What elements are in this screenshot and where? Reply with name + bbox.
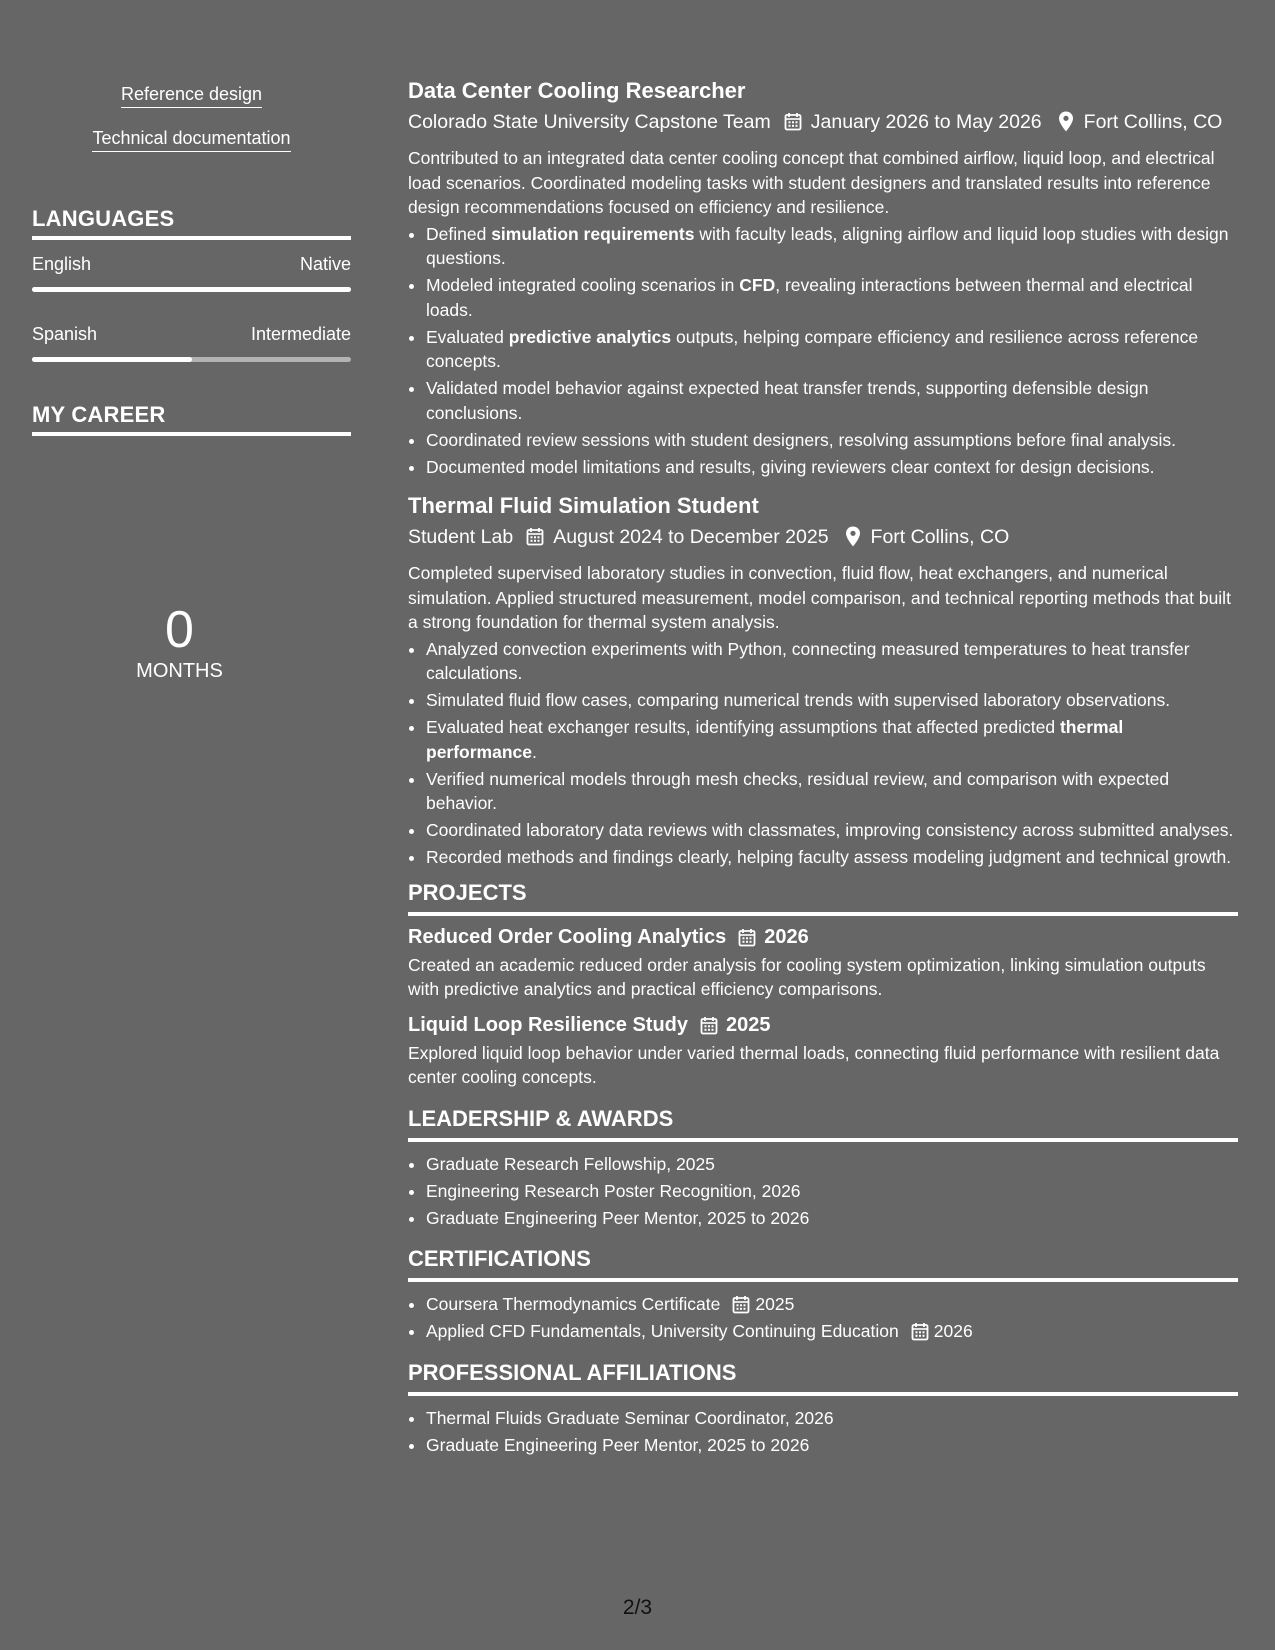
- affiliations-section: [408, 1360, 1238, 1458]
- project-list: [408, 926, 1238, 1090]
- leadership-item: • Engineering Research Poster Recognition, 2026: [426, 1179, 1238, 1204]
- job-meta: [408, 110, 1238, 134]
- job-bullet: [426, 376, 1238, 425]
- project-name: Liquid Loop Resilience Study: [408, 1013, 689, 1036]
- affiliations-heading: PROFESSIONAL AFFILIATIONS: [408, 1360, 1238, 1396]
- leadership-item: • Graduate Research Fellowship, 2025: [426, 1152, 1238, 1177]
- language-proficiency-bar: [32, 287, 351, 292]
- job-bullet: [426, 273, 1238, 322]
- bullet-text-end: .: [532, 741, 537, 762]
- bullet-text: Recorded methods and findings clearly, helping faculty assess modeling judgment and technical growth.: [426, 847, 1232, 867]
- bullet-text: Evaluated: [426, 326, 509, 347]
- languages-heading: LANGUAGES: [32, 206, 351, 240]
- languages-section: [32, 206, 351, 362]
- bullet-text-end: outputs, helping compare efficiency and resilience across reference concepts.: [426, 326, 1199, 371]
- job-location: Fort Collins, CO: [870, 526, 1010, 548]
- career-months-value: 0: [165, 601, 194, 659]
- bullet-highlight: CFD: [739, 275, 776, 295]
- leadership-item: • Graduate Engineering Peer Mentor, 2025 to 2026: [426, 1206, 1238, 1231]
- career-heading: MY CAREER: [32, 402, 351, 436]
- calendar-icon: [700, 1016, 718, 1035]
- certifications-section: [408, 1246, 1238, 1344]
- bullet-text: Evaluated heat exchanger results, identifying assumptions that affected predicted: [426, 717, 1060, 737]
- certification-list: [408, 1292, 1238, 1344]
- calendar-icon: [738, 928, 756, 947]
- bullet-text: Defined: [426, 223, 492, 244]
- project-header: [408, 1014, 1238, 1037]
- affiliation-item: • Graduate Engineering Peer Mentor, 2025 to 2026: [426, 1433, 1238, 1458]
- job-location: Fort Collins, CO: [1083, 111, 1223, 133]
- location-pin-icon: [1056, 110, 1076, 132]
- language-item: [32, 324, 351, 362]
- job-dates: August 2024 to December 2025: [553, 526, 829, 548]
- project-item: [408, 926, 1238, 1002]
- job-bullet: [426, 767, 1238, 816]
- job-summary: Contributed to an integrated data center cooling concept that combined airflow, liquid loop, and electrical load scenarios. Coordinated modeling tasks with student designers and translated results into reference design recommendations focused on efficiency and resilience.: [408, 148, 1215, 217]
- bullet-text: Coordinated review sessions with student designers, resolving assumptions before final analysis.: [426, 429, 1176, 450]
- bullet-text: Coordinated laboratory data reviews with classmates, improving consistency across submitted analyses.: [426, 820, 1234, 840]
- job-bullet: [426, 637, 1238, 686]
- project-description: Created an academic reduced order analysis for cooling system optimization, linking simulation outputs with predictive analytics and practical efficiency comparisons.: [408, 954, 1206, 999]
- language-proficiency-bar: [32, 357, 351, 362]
- language-level: Native: [299, 254, 351, 274]
- job-title: Thermal Fluid Simulation Student: [408, 493, 759, 518]
- certification-name: • Coursera Thermodynamics Certificate: [426, 1294, 721, 1314]
- language-level: Intermediate: [250, 324, 351, 344]
- language-proficiency-fill: [32, 287, 351, 292]
- leadership-heading: LEADERSHIP & AWARDS: [408, 1106, 1238, 1142]
- bullet-text: Documented model limitations and results, giving reviewers clear context for design decisions.: [426, 456, 1155, 477]
- language-name: Spanish: [32, 324, 98, 344]
- language-name: English: [32, 254, 92, 274]
- sidebar: [32, 84, 351, 682]
- job-organization: Colorado State University Capstone Team: [408, 111, 771, 133]
- link-technical-documentation[interactable]: Technical documentation: [92, 128, 290, 152]
- project-name: Reduced Order Cooling Analytics: [408, 925, 727, 948]
- experience-item: [408, 78, 1238, 479]
- job-bullet: [426, 428, 1238, 453]
- language-proficiency-fill: [32, 357, 192, 362]
- bullet-text: Simulated fluid flow cases, comparing numerical trends with supervised laboratory observations.: [426, 690, 1171, 710]
- career-duration: [32, 601, 327, 683]
- projects-heading: PROJECTS: [408, 880, 1238, 916]
- job-bullet: [426, 715, 1238, 764]
- job-bullet: [426, 818, 1238, 843]
- certification-year: 2025: [755, 1294, 795, 1314]
- job-bullet: [426, 325, 1238, 374]
- main-content: [408, 78, 1238, 1460]
- job-meta: [408, 525, 1238, 549]
- job-summary: Completed supervised laboratory studies in convection, fluid flow, heat exchangers, and numerical simulation. Applied structured measurement, model comparison, and technical reporting methods that built a strong foundation for thermal system analysis.: [408, 563, 1231, 632]
- job-bullets: [408, 222, 1238, 480]
- link-list: [32, 84, 351, 172]
- link-reference-design[interactable]: Reference design: [121, 84, 262, 108]
- language-item: [32, 254, 351, 292]
- experience-item: [408, 493, 1238, 870]
- bullet-text: Validated model behavior against expected heat transfer trends, supporting defensible design conclusions.: [426, 378, 1149, 423]
- job-bullet: [426, 688, 1238, 713]
- career-section: [32, 402, 351, 436]
- calendar-icon: [783, 110, 803, 132]
- certifications-heading: CERTIFICATIONS: [408, 1246, 1238, 1282]
- bullet-text: Verified numerical models through mesh checks, residual review, and comparison with expected behavior.: [426, 768, 1170, 813]
- calendar-icon: [911, 1322, 929, 1341]
- calendar-icon: [732, 1295, 750, 1314]
- project-item: [408, 1014, 1238, 1090]
- bullet-highlight: thermal performance: [426, 717, 1124, 762]
- job-bullet: [426, 845, 1238, 870]
- page-indicator: 2/3: [622, 1596, 653, 1619]
- bullet-text: Analyzed convection experiments with Python, connecting measured temperatures to heat transfer calculations.: [426, 638, 1190, 683]
- project-year: 2026: [764, 925, 809, 948]
- job-bullet: [426, 222, 1238, 271]
- certification-item: [426, 1292, 1238, 1317]
- affiliation-list: [408, 1406, 1238, 1458]
- job-bullets: [408, 637, 1238, 870]
- project-year: 2025: [726, 1013, 771, 1036]
- project-header: [408, 926, 1238, 949]
- leadership-list: [408, 1152, 1238, 1231]
- projects-section: [408, 880, 1238, 1090]
- bullet-text-end: with faculty leads, aligning airflow and liquid loop studies with design questions.: [426, 223, 1229, 268]
- bullet-text-end: , revealing interactions between thermal and electrical loads.: [426, 275, 1193, 320]
- affiliation-item: • Thermal Fluids Graduate Seminar Coordinator, 2026: [426, 1406, 1238, 1431]
- job-dates: January 2026 to May 2026: [810, 111, 1042, 133]
- certification-name: • Applied CFD Fundamentals, University Continuing Education: [426, 1321, 899, 1341]
- job-bullet: [426, 455, 1238, 480]
- certification-item: [426, 1319, 1238, 1344]
- bullet-highlight: predictive analytics: [508, 326, 672, 347]
- leadership-section: [408, 1106, 1238, 1231]
- job-organization: Student Lab: [408, 526, 514, 548]
- bullet-highlight: simulation requirements: [491, 223, 695, 244]
- experience-list: [408, 78, 1238, 870]
- career-months-label: MONTHS: [136, 660, 223, 682]
- calendar-icon: [525, 525, 545, 547]
- job-title: Data Center Cooling Researcher: [408, 78, 746, 103]
- bullet-text: Modeled integrated cooling scenarios in: [426, 275, 740, 295]
- certification-year: 2026: [933, 1321, 973, 1341]
- project-description: Explored liquid loop behavior under varied thermal loads, connecting fluid performance with resilient data center cooling concepts.: [408, 1042, 1220, 1087]
- location-pin-icon: [843, 525, 863, 547]
